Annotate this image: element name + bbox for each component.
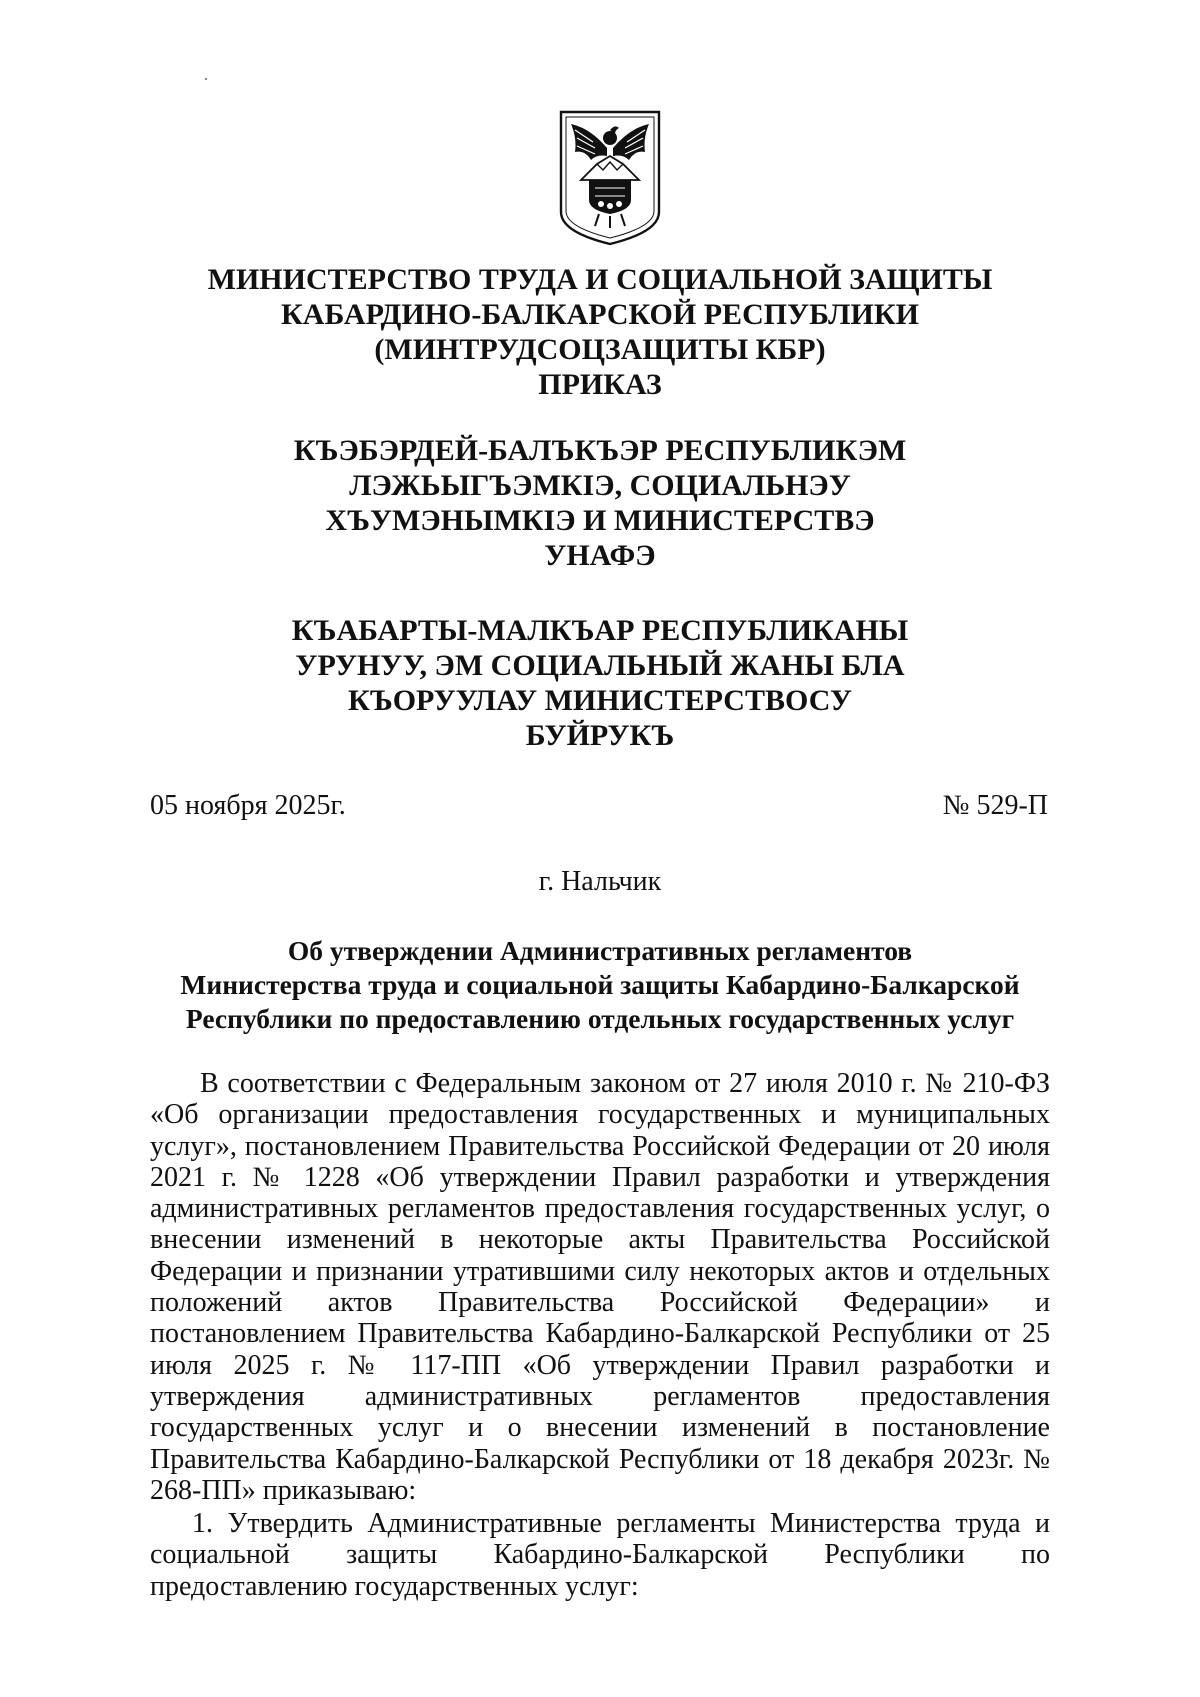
- scan-speck: [205, 78, 207, 80]
- header-krc-line: УРУНУУ, ЭМ СОЦИАЛЬНЫЙ ЖАНЫ БЛА: [295, 649, 905, 682]
- header-ru-line: ПРИКАЗ: [538, 368, 662, 401]
- header-kbd-line: КЪЭБЭРДЕЙ-БАЛЪКЪЭР РЕСПУБЛИКЭМ: [293, 434, 907, 467]
- header-krc-line: КЪОРУУЛАУ МИНИСТЕРСТВОСУ: [348, 684, 852, 717]
- header-ru-line: (МИНТРУДСОЦЗАЩИТЫ КБР): [374, 333, 826, 366]
- header-krc-line: БУЙРУКЪ: [525, 719, 675, 752]
- order-body: [150, 1068, 1050, 1602]
- header-kbd-line: ЛЭЖЬЫГЪЭМКIЭ, СОЦИАЛЬНЭУ: [349, 469, 851, 502]
- order-number: № 529-П: [942, 790, 1048, 821]
- title-line: Республики по предоставлению отдельных государственных услуг: [185, 1003, 1015, 1034]
- body-paragraph-item-1: 1. Утвердить Административные регламенты Министерства труда и социальной защиты Кабардино-Балкарской Республики по предоставлению государственных услуг:: [150, 1508, 1050, 1602]
- coat-of-arms-icon: [555, 108, 665, 248]
- city: г. Нальчик: [538, 866, 662, 897]
- header-krc-line: КЪАБАРТЫ-МАЛКЪАР РЕСПУБЛИКАНЫ: [291, 614, 909, 647]
- header-kbd-line: УНАФЭ: [544, 539, 656, 572]
- title-line: Министерства труда и социальной защиты Кабардино-Балкарской: [180, 969, 1020, 1000]
- order-date: 05 ноября 2025г.: [150, 790, 346, 821]
- header-ru-line: КАБАРДИНО-БАЛКАРСКОЙ РЕСПУБЛИКИ: [281, 298, 919, 331]
- header-kbd-line: ХЪУМЭНЫМКIЭ И МИНИСТЕРСТВЭ: [325, 504, 875, 537]
- header-kabardian: [150, 433, 1050, 573]
- order-title: [150, 934, 1050, 1036]
- header-balkar: [150, 613, 1050, 753]
- header-russian: [150, 262, 1050, 402]
- body-paragraph: В соответствии с Федеральным законом от 27 июля 2010 г. № 210-ФЗ «Об организации предоставления государственных и муниципальных услуг», постановлением Правительства Российской Федерации от 20 июля 2021 г. № 1228 «Об утверждении Правил разработки и утверждения административных регламентов предоставления государственных услуг, о внесении изменений в некоторые акты Правительства Российской Федерации и признании утратившими силу некоторых актов и отдельных положений актов Правительства Российской Федерации» и постановлением Правительства Кабардино-Балкарской Республики от 25 июля 2025 г. № 117-ПП «Об утверждении Правил разработки и утверждения административных регламентов предоставления государственных услуг и о внесении изменений в постановление Правительства Кабардино-Балкарской Республики от 18 декабря 2023г. № 268-ПП» приказываю:: [150, 1068, 1050, 1506]
- header-ru-line: МИНИСТЕРСТВО ТРУДА И СОЦИАЛЬНОЙ ЗАЩИТЫ: [207, 263, 993, 296]
- title-line: Об утверждении Административных регламентов: [287, 935, 913, 966]
